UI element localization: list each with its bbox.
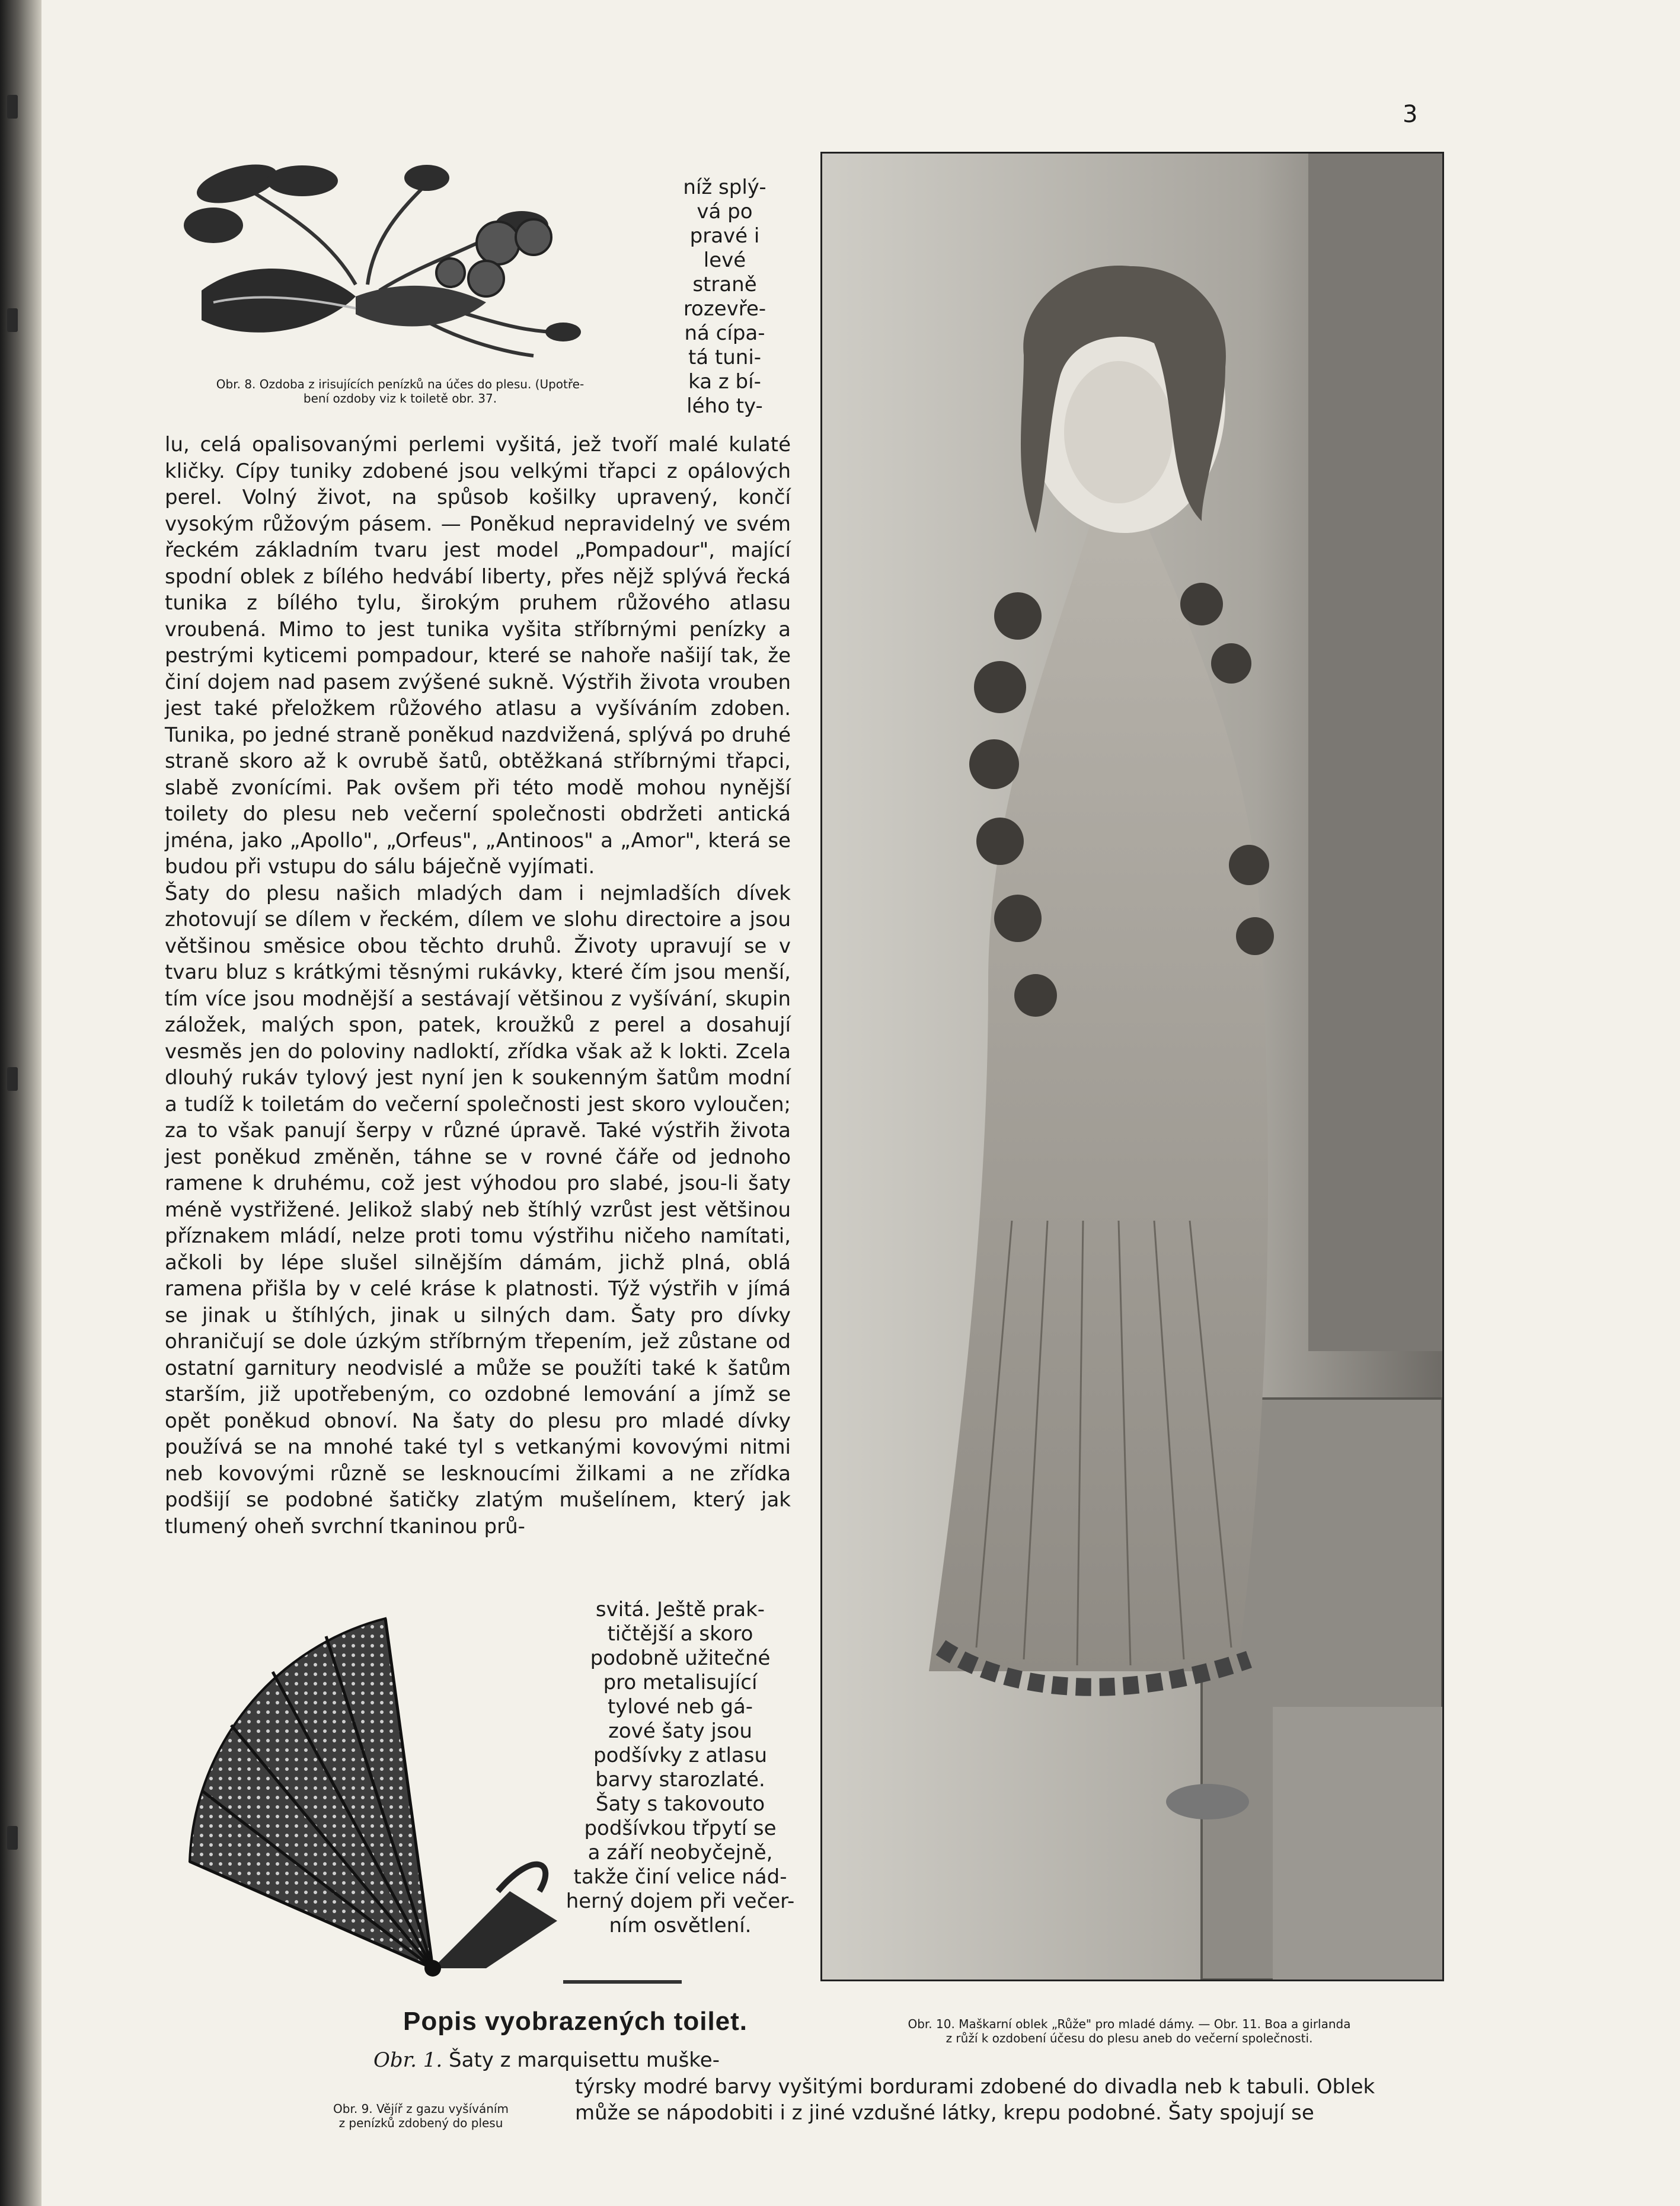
figure-reference: Obr. 1. bbox=[373, 2048, 443, 2072]
page-number: 3 bbox=[1403, 101, 1418, 128]
section-body: týrsky modré barvy vyšitými bordurami zdobené do divadla neb k tabuli. Oblek může se nápodobiti i z jiné vzdušné látky, krepu podobné. Šaty spojují se bbox=[575, 2075, 1375, 2125]
binding-stitch bbox=[7, 95, 18, 119]
woman-in-rose-costume bbox=[822, 154, 1442, 1980]
binding-stitch bbox=[7, 1826, 18, 1850]
costume-illustration bbox=[820, 152, 1444, 1981]
section-heading: Popis vyobrazených toilet. bbox=[403, 2007, 748, 2036]
binding-stitch bbox=[7, 308, 18, 332]
figure-9-caption: Obr. 9. Vějíř z gazu vyšíváním z penízků zdobený do plesu bbox=[333, 2102, 509, 2130]
text-column-narrow-top: níž splý- vá po pravé i levé straně rozevře- ná cípa- tá tuni- ka z bí- lého ty- bbox=[683, 175, 766, 418]
fan-illustration bbox=[178, 1613, 569, 2028]
section-lead bbox=[373, 2048, 720, 2072]
hair-ornament-illustration bbox=[178, 154, 670, 368]
article-body: lu, celá opalisovanými perlemi vyšitá, jež tvoří malé kulaté kličky. Cípy tuniky zdobené jsou velkými třapci z opálových perel. Volný život, na spůsob košilky upravený, končí vysokým růžovým pásem. — Poněkud nepravidelný ve svém řeckém základním tvaru jest model „Pompadour", mající spodní oblek z bílého hedvábí liberty, přes nějž splývá řecká tunika z bílého tylu, širokým pruhem růžového atlasu vroubená. Mimo to jest tunika vyšita stříbrnými penízky a pestrými kyticemi pompadour, které se nahoře našijí tak, že činí dojem nad pasem zvýšené sukně. Výstřih života vrouben jest také přeložkem růžového atlasu a vyšíváním zdoben. Tunika, po jedné straně poněkud nazdvižená, splývá po druhé straně skoro až k ovrubě šatů, obtěžkaná stříbrnými třapci, slabě zvonícími. Pak ovšem při této modě mohou nynější toilety do plesu neb večerní společnosti obdržeti antická jména, jako „Apollo", „Orfeus", „Antinoos" a „Amor", která se budou při vstupu do sálu báječně vyjímati. Šaty do plesu našich mladých dam i nejmladších dívek zhotovují se dílem v řeckém, dílem ve slohu directoire a jsou většinou směsice obou těchto druhů. Životy upravují se v tvaru bluz s krátkými těsnými rukávky, které čím jsou menší, tím více jsou modnější a sestávají většinou z vyšívání, skupin záložek, malých spon, patek, kroužků z perel a dosahují vesměs jen do poloviny nadloktí, zřídka však až k lokti. Zcela dlouhý rukáv tylový jest nyní jen k soukenným šatům modní a tudíž k toiletám do večerní společnosti jest skoro vyloučen; za to však panují šerpy v různé úpravě. Také výstřih života jest poněkud změněn, táhne se v rovné čáře od jednoho ramene k druhému, což jest výhodou pro slabé, jsou-li šaty méně vystřižené. Jelikož slabý neb štíhlý vzrůst jest většinou příznakem mládí, nelze proti tomu výstřihu ničeho namítati, ačkoli by lépe slušel silnějším dámám, jichž plná, oblá ramena přišla by v celé kráse k platnosti. Týž výstřih v jímá se jinak u štíhlých, jinak u silných dam. Šaty pro dívky ohraničují se dole úzkým stříbrným třepením, jež zůstane od ostatní garnitury neodvislé a může se použíti také k šatům starším, již upotřebeným, co ozdobné lemování a jímž se opět poněkud obnoví. Na šaty do plesu pro mladé dívky používá se na mnohé také tyl s vetkanými kovovými nitmi neb kovovými různě se lesknoucími žilkami a ne zřídka podšijí se podobné šatičky zlatým mušelínem, který jak tlumený oheň svrchní tkaninou prů- bbox=[165, 433, 791, 1538]
figure-10-11-caption: Obr. 10. Maškarní oblek „Růže" pro mladé dámy. — Obr. 11. Boa a girlanda z růží k ozdobení účesu do plesu aneb do večerní společnosti. bbox=[908, 2017, 1351, 2045]
lead-text: Šaty z marquisettu muške- bbox=[449, 2048, 720, 2072]
figure-8-caption: Obr. 8. Ozdoba z irisujících penízků na účes do plesu. (Upotře- bení ozdoby viz k toiletě obr. 37. bbox=[216, 377, 585, 406]
section-divider bbox=[563, 1980, 682, 1984]
book-spine bbox=[0, 0, 41, 2206]
text-column-narrow-bottom: svitá. Ještě prak- tičtější a skoro podobně užitečné pro metalisující tylové neb gá- zové šaty jsou podšívky z atlasu barvy starozlaté. Šaty s takovouto podšívkou třpytí se a září neobyčejně, takže činí velice nád- herný dojem při večer- ním osvětlení. bbox=[566, 1598, 795, 1937]
binding-stitch bbox=[7, 1067, 18, 1091]
